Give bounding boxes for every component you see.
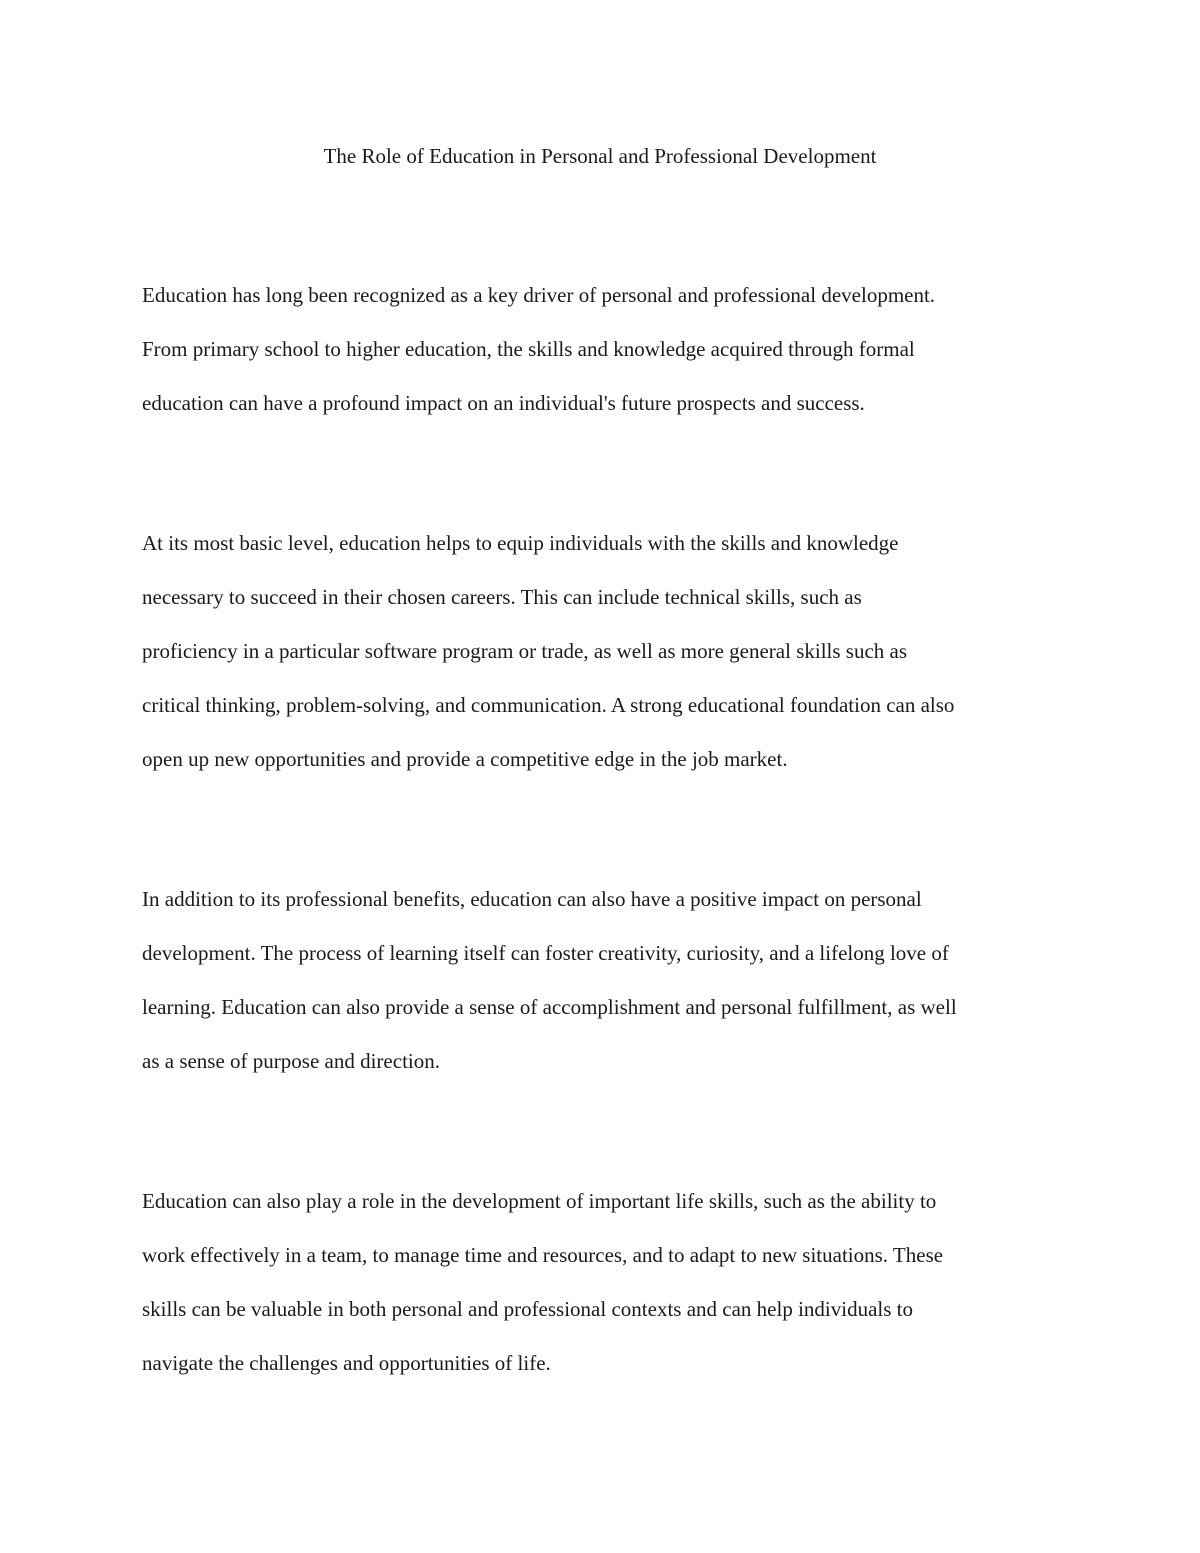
text-line: as a sense of purpose and direction. [142,1049,440,1073]
text-line: Education has long been recognized as a key driver of personal and professional development. [142,283,936,307]
document-title: The Role of Education in Personal and Professional Development [323,144,877,168]
paragraph-1 [142,268,1082,430]
text-line: development. The process of learning itself can foster creativity, curiosity, and a lifelong love of [142,941,949,965]
text-line: In addition to its professional benefits, education can also have a positive impact on personal [142,887,922,911]
text-line: education can have a profound impact on an individual's future prospects and success. [142,391,865,415]
paragraph-4 [142,1174,1082,1390]
paragraph-2 [142,516,1082,786]
text-line: critical thinking, problem-solving, and communication. A strong educational foundation can also [142,693,955,717]
text-line: learning. Education can also provide a sense of accomplishment and personal fulfillment, as well [142,995,957,1019]
paragraph-3 [142,872,1082,1088]
text-line: navigate the challenges and opportunities of life. [142,1351,551,1375]
text-line: Education can also play a role in the development of important life skills, such as the ability to [142,1189,937,1213]
text-line: open up new opportunities and provide a competitive edge in the job market. [142,747,788,771]
text-line: proficiency in a particular software program or trade, as well as more general skills such as [142,639,908,663]
text-line: At its most basic level, education helps to equip individuals with the skills and knowledge [142,531,899,555]
text-line: work effectively in a team, to manage time and resources, and to adapt to new situations. These [142,1243,944,1267]
text-line: necessary to succeed in their chosen careers. This can include technical skills, such as [142,585,862,609]
text-line: skills can be valuable in both personal and professional contexts and can help individuals to [142,1297,913,1321]
text-line: From primary school to higher education, the skills and knowledge acquired through formal [142,337,915,361]
